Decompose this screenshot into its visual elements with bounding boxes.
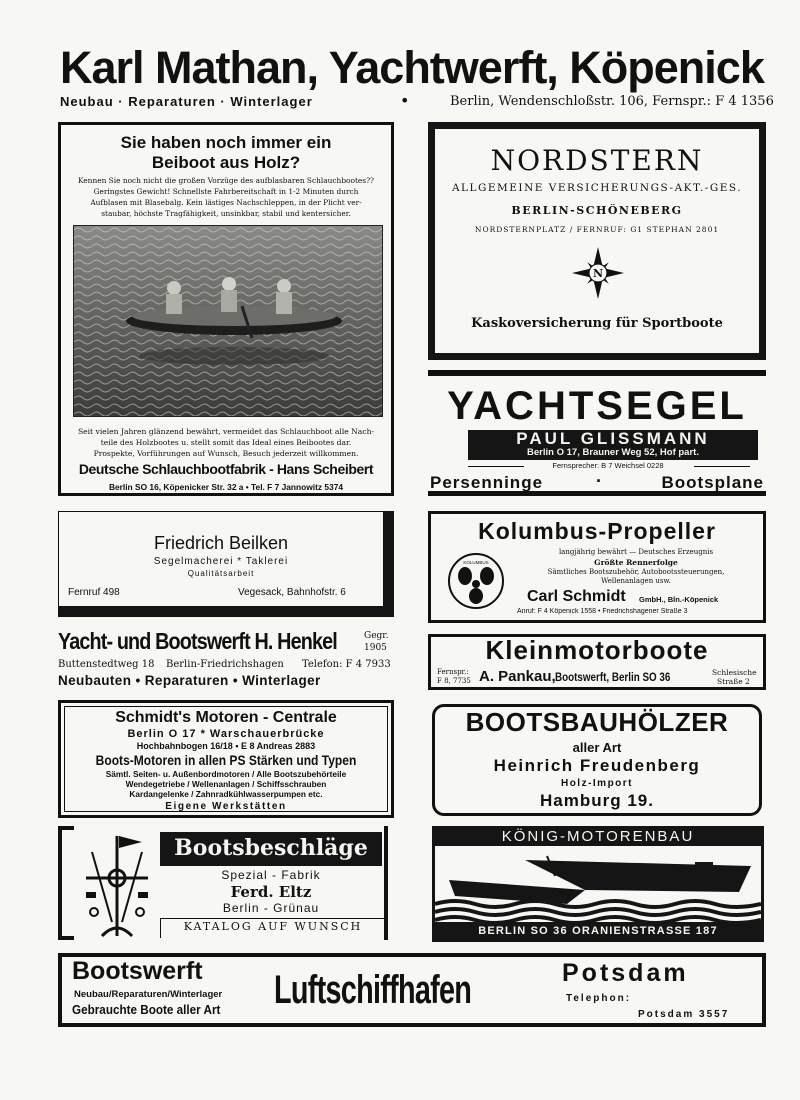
yachtsegel-address: Berlin O 17, Brauner Weg 52, Hof part. [527, 447, 699, 458]
kolumbus-logo-text: KOLUMBUS [463, 560, 489, 565]
beschlaege-name: Ferd. Eltz [230, 883, 312, 901]
henkel-address-street: Buttenstedtweg 18 [58, 659, 155, 670]
beschlaege-line-1: Spezial - Fabrik [221, 868, 321, 882]
pankau-street-1: Schlesische [712, 668, 757, 677]
beschlaege-illustration [72, 832, 162, 938]
kolumbus-phone: Anruf: F 4 Köpenick 1558 • Friedrichshagener Straße 3 [517, 608, 688, 615]
yachtsegel-ad [428, 370, 766, 496]
koenig-ad [432, 826, 764, 942]
pankau-ad [428, 634, 766, 690]
kolumbus-title: Kolumbus-Propeller [478, 518, 716, 544]
bootsbau-type: Holz-Import [560, 778, 634, 789]
beschlaege-city: Berlin - Grünau [222, 901, 320, 915]
schlauchboot-intro-2: Geringstes Gewicht! Schnellste Fahrbereitschaft in 1-2 Minuten durch [93, 187, 359, 196]
koenig-title: KÖNIG-MOTORENBAU [501, 828, 695, 845]
footer-right-label: Telephon: [566, 993, 632, 1004]
beschlaege-title: Bootsbeschläge [174, 835, 368, 861]
kolumbus-line-3: Sämtliches Bootszubehör, Autobootssteuerungen, [547, 568, 725, 576]
kolumbus-ad [428, 511, 766, 623]
bootsbau-ad [432, 704, 762, 816]
footer-ad [58, 953, 766, 1027]
pankau-name: A. Pankau, [479, 668, 556, 685]
henkel-title: Yacht- und Bootswerft H. Henkel [58, 628, 337, 654]
pankau-title: Kleinmotorboote [485, 635, 709, 665]
footer-left-used: Gebrauchte Boote aller Art [72, 1002, 221, 1017]
schlauchboot-intro-3: Aufblasen mit Blasebalg. Kein lästiges Nachschleppen, in der Plicht ver- [90, 198, 362, 207]
yachtsegel-band [468, 430, 758, 460]
nordstern-ad [428, 122, 766, 360]
footer-right-number: Potsdam 3557 [638, 1009, 730, 1020]
schlauchboot-intro-4: staubar, höchste Tragfähigkeit, unsinkbar, stabil und kentersicher. [101, 209, 351, 218]
yachtsegel-phone: Fernsprecher: B 7 Weichsel 0228 [552, 461, 664, 470]
schlauchboot-ad [58, 122, 394, 496]
beschlaege-title-band [160, 832, 382, 866]
pankau-phone: F 8, 7735 [437, 677, 471, 685]
beschlaege-ad [58, 826, 394, 942]
beschlaege-catalog: KATALOG AUF WUNSCH [183, 920, 363, 933]
bootsbau-name: Heinrich Freudenberg [493, 756, 701, 775]
footer-left-title: Bootswerft [72, 957, 203, 985]
koenig-address: BERLIN SO 36 ORANIENSTRASSE 187 [478, 925, 718, 937]
nordstern-emblem-letter: N [592, 267, 604, 280]
schmidts-line-6: Kardangelenke / Zahnradkühlwasserpumpen etc. [129, 789, 323, 799]
henkel-services: Neubauten • Reparaturen • Winterlager [58, 673, 321, 688]
kolumbus-logo [447, 552, 505, 610]
nordstern-emblem [572, 247, 624, 299]
beilken-trade: Segelmacherei * Taklerei [153, 556, 289, 567]
nordstern-city: BERLIN-SCHÖNEBERG [511, 204, 683, 217]
yachtsegel-left: Persenninge [430, 473, 544, 492]
henkel-address-city: Berlin-Friedrichshagen [166, 659, 284, 670]
kolumbus-company-suffix: GmbH., Bln.-Köpenick [639, 595, 719, 604]
beilken-name: Friedrich Beilken [153, 533, 289, 553]
header-services: Neubau · Reparaturen · Winterlager [60, 94, 313, 109]
pankau-phone-label: Fernspr.: [437, 668, 469, 676]
beilken-quality: Qualitätsarbeit [187, 569, 255, 578]
nordstern-subtitle: ALLGEMEINE VERSICHERUNGS-AKT.-GES. [451, 182, 743, 194]
kolumbus-line-2: Größte Rennerfolge [594, 558, 678, 567]
header-title: Karl Mathan, Yachtwerft, Köpenick [60, 42, 764, 93]
pankau-desc: Bootswerft, Berlin SO 36 [555, 670, 671, 684]
beilken-phone: Fernruf 498 [68, 587, 120, 598]
schlauchboot-headline-1: Sie haben noch immer ein [120, 133, 332, 152]
schmidts-line-4: Sämtl. Seiten- u. Außenbordmotoren / Alle Bootszubehörteile [105, 769, 347, 779]
schmidts-line-3: Boots-Motoren in allen PS Stärken und Typen [95, 752, 357, 768]
yachtsegel-bullet: · [596, 471, 602, 491]
schlauchboot-address: Berlin SO 16, Köpenicker Str. 32 a • Tel. F 7 Jannowitz 5374 [108, 482, 344, 492]
henkel-founded-label: Gegr. [364, 631, 389, 641]
yachtsegel-title: YACHTSEGEL [447, 384, 747, 428]
schlauchboot-outro-1: Seit vielen Jahren glänzend bewährt, vermeidet das Schlauchboot alle Nach- [77, 427, 375, 436]
schlauchboot-intro-1: Kennen Sie noch nicht die großen Vorzüge des aufblasbaren Schlauchbootes?? [77, 176, 375, 185]
bootsbau-city: Hamburg 19. [540, 791, 654, 810]
footer-left-sub: Neubau/Reparaturen/Winterlager [74, 989, 223, 1000]
koenig-illustration [435, 846, 761, 922]
nordstern-address: NORDSTERNPLATZ / FERNRUF: G1 STEPHAN 2801 [474, 225, 720, 234]
schlauchboot-outro-3: Prospekte, Vorführungen auf Wunsch, Besuch jederzeit willkommen. [93, 449, 359, 458]
schmidts-line-2: Hochbahnbogen 16/18 • E 8 Andreas 2883 [136, 741, 316, 751]
henkel-founded-year: 1905 [364, 643, 387, 653]
schmidts-line-5: Wendegetriebe / Wellenanlagen / Schiffsschrauben [125, 779, 327, 789]
pankau-street-2: Straße 2 [717, 677, 750, 686]
yachtsegel-right: Bootsplane [661, 473, 764, 492]
kolumbus-line-1: langjährig bewährt — Deutsches Erzeugnis [558, 548, 714, 556]
schmidts-line-1: Berlin O 17 * Warschauerbrücke [127, 728, 325, 740]
kolumbus-company: Carl Schmidt [527, 588, 626, 605]
nordstern-name: NORDSTERN [490, 144, 704, 177]
henkel-phone: Telefon: F 4 7933 [302, 659, 391, 670]
header-bullet: • [400, 91, 410, 110]
nordstern-slogan: Kaskoversicherung für Sportboote [471, 316, 723, 331]
footer-right-title: Potsdam [562, 959, 689, 987]
bootsbau-title: BOOTSBAUHÖLZER [465, 707, 729, 737]
beilken-ad [58, 511, 394, 617]
bootsbau-sub: aller Art [572, 740, 622, 755]
yachtsegel-name: PAUL GLISSMANN [516, 429, 710, 448]
schlauchboot-outro-2: teile des Holzbootes u. stellt somit das Ideal eines Beibootes dar. [100, 438, 352, 447]
kolumbus-line-4: Wellenanlagen usw. [601, 577, 671, 585]
header-address: Berlin, Wendenschloßstr. 106, Fernspr.: F 4 1356 [450, 94, 774, 109]
footer-center: Luftschiffhafen [274, 968, 472, 1012]
schmidts-title: Schmidt's Motoren - Centrale [115, 709, 337, 726]
schlauchboot-company: Deutsche Schlauchbootfabrik - Hans Scheibert [78, 461, 374, 477]
henkel-ad [58, 628, 394, 692]
schmidts-line-7: Eigene Werkstätten [165, 801, 287, 812]
beilken-address: Vegesack, Bahnhofstr. 6 [238, 587, 346, 598]
schlauchboot-photo [73, 225, 383, 417]
schlauchboot-headline-2: Beiboot aus Holz? [151, 153, 301, 172]
schmidts-ad [58, 700, 394, 818]
